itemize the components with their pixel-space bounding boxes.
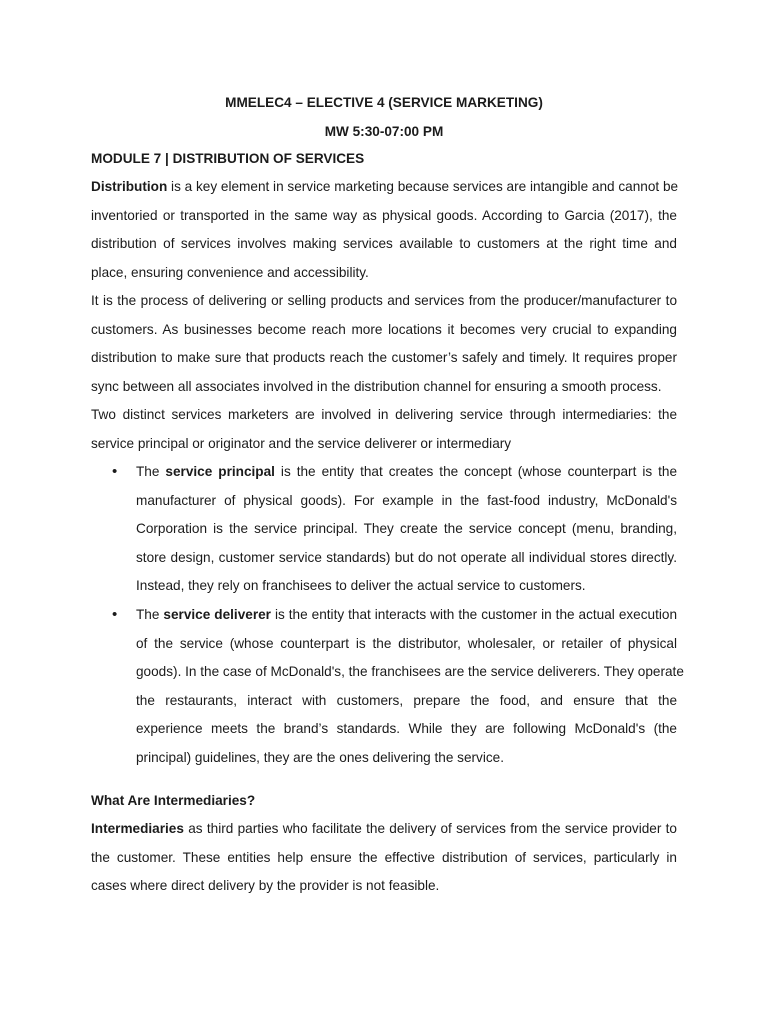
paragraph-intermediaries xyxy=(91,815,677,901)
text-line: cases where direct delivery by the provider is not feasible. xyxy=(91,878,440,893)
text-line xyxy=(91,173,677,202)
bold-term: service principal xyxy=(165,464,275,479)
text-line: the restaurants, interact with customers, prepare the food, and ensure that the xyxy=(136,692,677,708)
text-line: experience meets the brand’s standards. While they are following McDonald's (the xyxy=(136,721,677,736)
text-line: principal) guidelines, they are the ones delivering the service. xyxy=(136,749,504,765)
text-line: Corporation is the service principal. They create the service concept (menu, branding, xyxy=(136,521,677,536)
text-span: is the entity that creates the concept (whose counterpart is the xyxy=(274,464,678,479)
bold-term: Distribution xyxy=(91,179,168,194)
text-line xyxy=(91,815,677,844)
text-line: of the service (whose counterpart is the distributor, wholesaler, or retailer of physical xyxy=(136,635,677,651)
bullet-marker: • xyxy=(112,606,118,623)
text-span: The xyxy=(136,464,166,479)
bold-term: Intermediaries xyxy=(91,821,184,836)
text-line xyxy=(136,458,677,487)
class-schedule: MW 5:30-07:00 PM xyxy=(324,124,444,139)
text-line: distribution to make sure that products reach the customer’s safely and timely. It requires proper xyxy=(91,350,677,365)
text-line: inventoried or transported in the same way as physical goods. According to Garcia (2017), the xyxy=(91,207,677,223)
text-span: is a key element in service marketing because services are intangible and cannot be xyxy=(167,179,679,194)
paragraph-distribution xyxy=(91,173,677,287)
bullet-marker: • xyxy=(112,463,118,480)
text-line: Instead, they rely on franchisees to deliver the actual service to customers. xyxy=(136,578,586,593)
text-line: manufacturer of physical goods). For example in the fast-food industry, McDonald's xyxy=(136,492,677,508)
text-line: place, ensuring convenience and accessibility. xyxy=(91,264,369,280)
text-line: sync between all associates involved in the distribution channel for ensuring a smooth process. xyxy=(91,378,662,394)
bold-term: service deliverer xyxy=(163,607,271,622)
module-title: MODULE 7 | DISTRIBUTION OF SERVICES xyxy=(91,151,365,166)
bullet-service-deliverer xyxy=(136,601,684,772)
text-span: is the entity that interacts with the customer in the actual execution xyxy=(270,607,678,622)
text-span: as third parties who facilitate the delivery of services from the service provider to xyxy=(183,821,677,836)
section-heading-intermediaries: What Are Intermediaries? xyxy=(91,793,256,808)
text-line: service principal or originator and the service deliverer or intermediary xyxy=(91,435,512,451)
text-span: The xyxy=(136,607,164,622)
text-line: goods). In the case of McDonald's, the franchisees are the service deliverers. They operate xyxy=(136,664,684,679)
text-line: Two distinct services marketers are involved in delivering service through intermediaries: the xyxy=(91,407,677,422)
text-line: store design, customer service standards) but do not operate all individual stores directly. xyxy=(136,549,677,565)
paragraph-marketers xyxy=(91,401,677,458)
course-title: MMELEC4 – ELECTIVE 4 (SERVICE MARKETING) xyxy=(225,95,543,110)
bullet-service-principal xyxy=(136,458,677,601)
paragraph-process xyxy=(91,287,677,401)
text-line: customers. As businesses become reach more locations it becomes very crucial to expanding xyxy=(91,321,677,337)
text-line xyxy=(136,601,677,630)
text-line: distribution of services involves making services available to customers at the right time and xyxy=(91,236,677,251)
text-line: the customer. These entities help ensure the effective distribution of services, particularly in xyxy=(91,849,677,865)
text-line: It is the process of delivering or selling products and services from the producer/manufacturer to xyxy=(91,293,677,308)
